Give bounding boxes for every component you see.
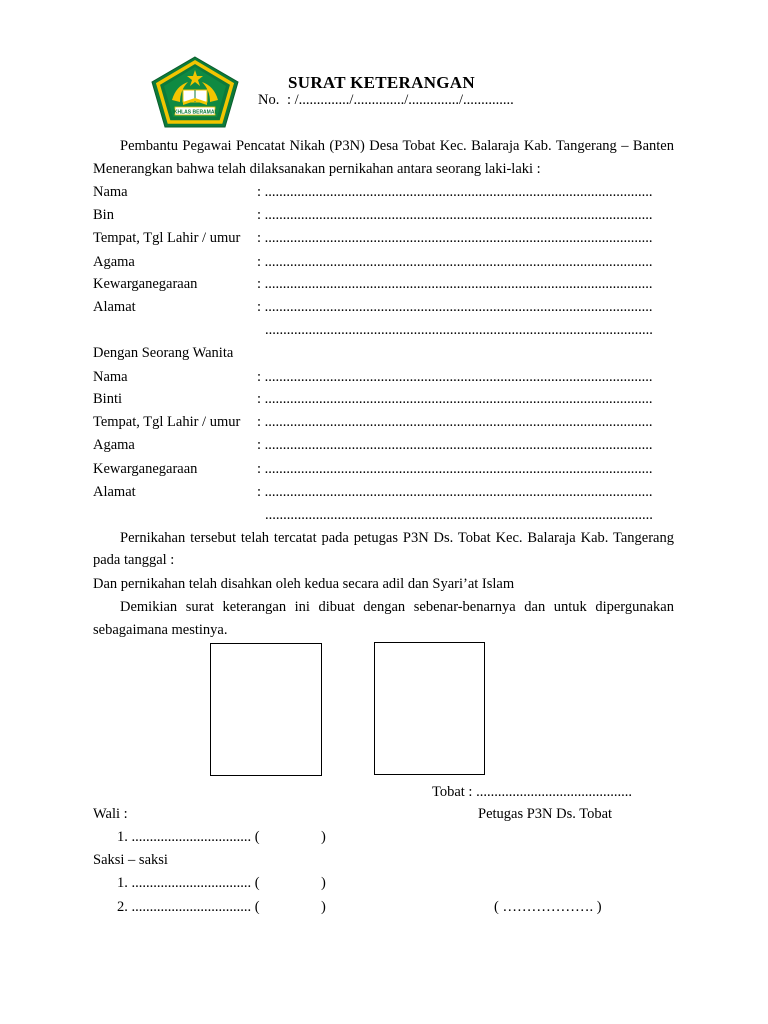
bride-label-name: Nama <box>93 369 128 385</box>
bride-value-address: : ........................................................................................................... <box>257 484 653 500</box>
groom-value-address: : ........................................................................................................... <box>257 299 653 315</box>
bride-address-continued: ........................................................................................................... <box>265 507 653 523</box>
groom-label-address: Alamat <box>93 299 136 315</box>
saksi-1-line: 1. ................................. ( <box>117 875 260 891</box>
officer-label: Petugas P3N Ds. Tobat <box>478 806 613 822</box>
wali-1-line: 1. ................................. ( <box>117 829 260 845</box>
saksi-2-line: 2. ................................. ( <box>117 899 260 915</box>
number-value: : /............../............../............../.............. <box>287 92 514 108</box>
groom-value-nationality: : ........................................................................................................... <box>257 276 653 292</box>
bride-value-birth: : ........................................................................................................... <box>257 414 653 430</box>
bride-label-address: Alamat <box>93 484 136 500</box>
bride-label-binti: Binti <box>93 391 123 407</box>
groom-address-continued: ........................................................................................................... <box>265 322 653 338</box>
bride-value-binti: : ........................................................................................................... <box>257 391 653 407</box>
photo-box-groom <box>210 643 322 776</box>
kemenag-emblem-icon <box>150 56 240 128</box>
groom-value-name: : ........................................................................................................... <box>257 184 653 200</box>
saksi-label: Saksi – saksi <box>93 852 168 868</box>
intro-line-2: Menerangkan bahwa telah dilaksanakan pernikahan antara seorang laki-laki : <box>93 161 541 177</box>
place-date: Tobat : ........................................... <box>432 784 632 800</box>
bride-value-religion: : ........................................................................................................... <box>257 437 653 453</box>
paragraph-1-line-2: pada tanggal : <box>93 552 175 568</box>
paragraph-2: Dan pernikahan telah disahkan oleh kedua secara adil dan Syari’at Islam <box>93 576 515 592</box>
paragraph-1-line-1: Pernikahan tersebut telah tercatat pada petugas P3N Ds. Tobat Kec. Balaraja Kab. Tangerang <box>120 530 674 546</box>
bride-heading: Dengan Seorang Wanita <box>93 345 234 361</box>
groom-label-nationality: Kewarganegaraan <box>93 276 198 292</box>
paragraph-3-line-1: Demikian surat keterangan ini dibuat dengan sebenar-benarnya dan untuk dipergunakan <box>120 599 674 615</box>
officer-name-placeholder: ( ………………. ) <box>494 899 602 915</box>
number-label: No. <box>258 92 280 108</box>
intro-line-1: Pembantu Pegawai Pencatat Nikah (P3N) Desa Tobat Kec. Balaraja Kab. Tangerang – Banten <box>120 138 674 154</box>
groom-label-name: Nama <box>93 184 128 200</box>
saksi-1-close: ) <box>321 875 326 891</box>
bride-label-religion: Agama <box>93 437 135 453</box>
wali-label: Wali : <box>93 806 128 822</box>
paragraph-3-line-2: sebagaimana mestinya. <box>93 622 228 638</box>
bride-value-name: : ........................................................................................................... <box>257 369 653 385</box>
wali-1-close: ) <box>321 829 326 845</box>
bride-label-nationality: Kewarganegaraan <box>93 461 198 477</box>
groom-label-religion: Agama <box>93 254 135 270</box>
bride-value-nationality: : ........................................................................................................... <box>257 461 653 477</box>
saksi-2-close: ) <box>321 899 326 915</box>
groom-value-religion: : ........................................................................................................... <box>257 254 653 270</box>
logo-motto: IKHLAS BERAMAL <box>172 109 218 116</box>
groom-value-birth: : ........................................................................................................... <box>257 230 653 246</box>
bride-label-birth: Tempat, Tgl Lahir / umur <box>93 414 241 430</box>
groom-label-birth: Tempat, Tgl Lahir / umur <box>93 230 241 246</box>
photo-box-bride <box>374 642 485 775</box>
groom-label-bin: Bin <box>93 207 114 223</box>
groom-value-bin: : ........................................................................................................... <box>257 207 653 223</box>
page-title: SURAT KETERANGAN <box>288 73 475 92</box>
